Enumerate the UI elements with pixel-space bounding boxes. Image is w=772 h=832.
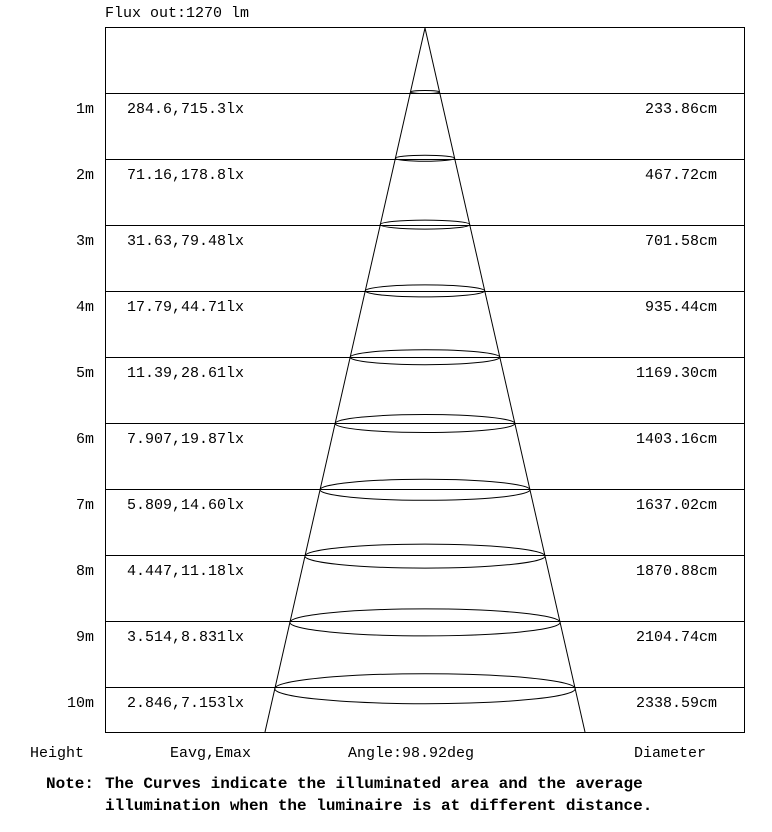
- row-illuminance: 71.16,178.8lx: [127, 167, 245, 184]
- height-column-label: Height: [30, 745, 85, 762]
- row-height: 4m: [75, 299, 94, 316]
- row-illuminance: 11.39,28.61lx: [127, 365, 245, 382]
- illuminated-area-curve: [380, 220, 469, 229]
- illuminated-area-curve: [411, 91, 440, 94]
- beam-edge-right: [425, 28, 585, 732]
- row-illuminance: 284.6,715.3lx: [127, 101, 245, 118]
- row-diameter: 701.58cm: [644, 233, 717, 250]
- illuminated-area-curve: [365, 285, 484, 297]
- row-illuminance: 7.907,19.87lx: [127, 431, 245, 448]
- row-illuminance: 31.63,79.48lx: [127, 233, 245, 250]
- row-height: 5m: [75, 365, 94, 382]
- row-height: 3m: [75, 233, 94, 250]
- row-diameter: 2338.59cm: [635, 695, 717, 712]
- row-illuminance: 3.514,8.831lx: [127, 629, 245, 646]
- illuminated-area-curve: [290, 609, 560, 636]
- illuminated-area-curves: [275, 91, 575, 704]
- row-illuminance: 2.846,7.153lx: [127, 695, 245, 712]
- distance-rows: [67, 94, 745, 713]
- row-diameter: 2104.74cm: [635, 629, 717, 646]
- row-diameter: 1870.88cm: [635, 563, 717, 580]
- row-illuminance: 5.809,14.60lx: [127, 497, 245, 514]
- row-diameter: 467.72cm: [644, 167, 717, 184]
- illuminated-area-curve: [275, 674, 575, 704]
- beam-angle-label: Angle:98.92deg: [348, 745, 475, 762]
- note-line-1: The Curves indicate the illuminated area and the average: [105, 775, 643, 793]
- eavg-emax-column-label: Eavg,Emax: [170, 745, 252, 762]
- row-diameter: 1169.30cm: [635, 365, 717, 382]
- flux-label: Flux out:1270 lm: [105, 5, 250, 22]
- row-height: 10m: [66, 695, 94, 712]
- row-height: 8m: [75, 563, 94, 580]
- illuminated-area-curve: [395, 155, 454, 161]
- row-height: 6m: [75, 431, 94, 448]
- row-height: 2m: [75, 167, 94, 184]
- row-height: 7m: [75, 497, 94, 514]
- row-illuminance: 4.447,11.18lx: [127, 563, 245, 580]
- row-diameter: 1403.16cm: [635, 431, 717, 448]
- row-illuminance: 17.79,44.71lx: [127, 299, 245, 316]
- row-diameter: 1637.02cm: [635, 497, 717, 514]
- row-diameter: 233.86cm: [644, 101, 717, 118]
- note-line-2: illumination when the luminaire is at different distance.: [105, 797, 653, 815]
- row-diameter: 935.44cm: [644, 299, 717, 316]
- row-height: 9m: [75, 629, 94, 646]
- illuminated-area-curve: [305, 544, 545, 568]
- note-prefix: Note:: [46, 775, 95, 793]
- diameter-column-label: Diameter: [634, 745, 707, 762]
- row-height: 1m: [75, 101, 94, 118]
- beam-edge-left: [265, 28, 425, 732]
